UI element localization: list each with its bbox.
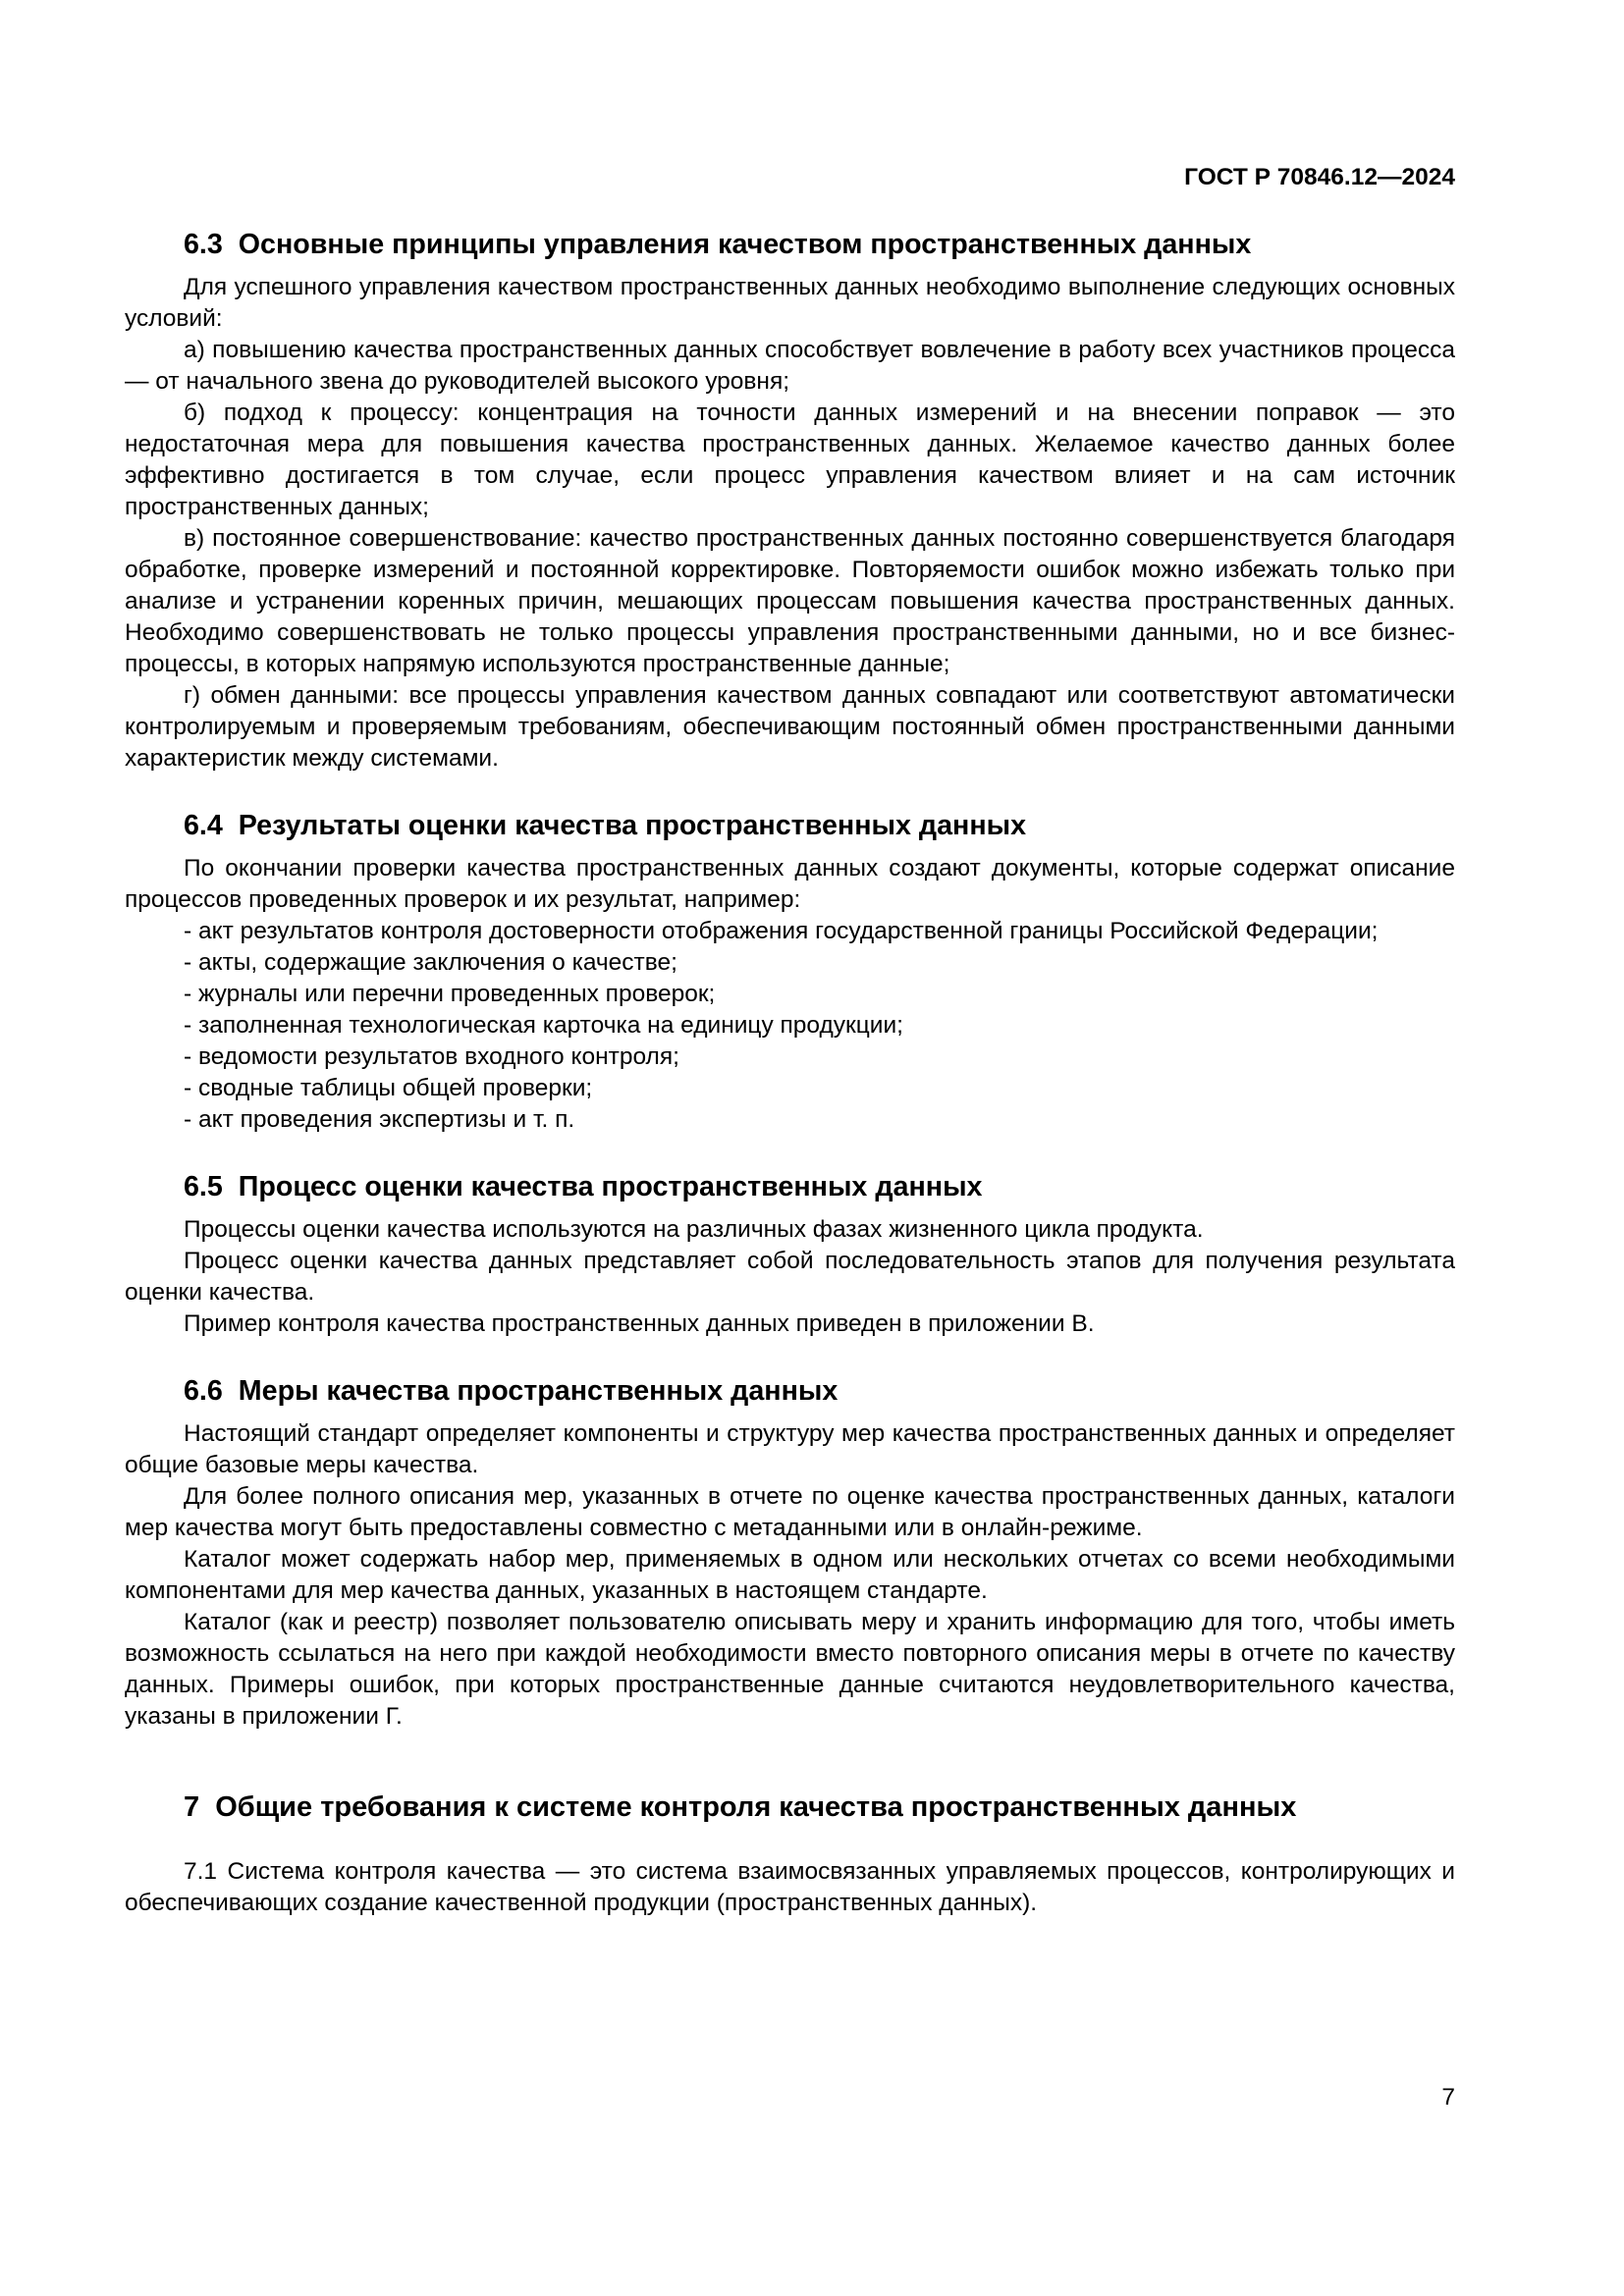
paragraph: Пример контроля качества пространственных данных приведен в приложении В. [184, 1310, 1095, 1337]
paragraph: Настоящий стандарт определяет компоненты и структуру мер качества пространственных данных и определяет общие базовые меры качества. [125, 1420, 1455, 1478]
section-6-5 [125, 1171, 1455, 1340]
paragraph: а) повышению качества пространственных данных способствует вовлечение в работу всех участников процесса — от начального звена до руководителей высокого уровня; [125, 337, 1455, 395]
section-6-6 [125, 1375, 1455, 1733]
paragraph: Каталог (как и реестр) позволяет пользователю описывать меру и хранить информацию для того, чтобы иметь возможность ссылаться на него при каждой необходимости вместо повторного описания меры в отчете по качеству данных. Примеры ошибок, при которых пространственные данные считаются неудовлетворительного качества, указаны в приложении Г. [125, 1609, 1455, 1730]
list-item: - акт проведения экспертизы и т. п. [184, 1106, 575, 1133]
paragraph: Для более полного описания мер, указанных в отчете по оценке качества пространственных данных, каталоги мер качества могут быть предоставлены совместно с метаданными или в онлайн-режиме. [125, 1483, 1455, 1541]
list-item: - сводные таблицы общей проверки; [184, 1075, 593, 1101]
list-item: - акт результатов контроля достоверности отображения государственной границы Российской Федерации; [184, 918, 1379, 944]
page-number: 7 [1441, 2084, 1455, 2110]
section-6-5-heading: 6.5 Процесс оценки качества пространственных данных [184, 1171, 983, 1202]
section-6-3 [125, 229, 1455, 774]
section-6-4 [125, 810, 1455, 1136]
list-item: - журналы или перечни проведенных проверок; [184, 981, 716, 1007]
list-item: - ведомости результатов входного контроля; [184, 1043, 679, 1070]
section-6-6-heading: 6.6 Меры качества пространственных данных [184, 1375, 839, 1407]
paragraph: 7.1 Система контроля качества — это система взаимосвязанных управляемых процессов, контролирующих и обеспечивающих создание качественной продукции (пространственных данных). [125, 1858, 1455, 1916]
list-item: - акты, содержащие заключения о качестве; [184, 949, 677, 976]
paragraph: г) обмен данными: все процессы управления качеством данных совпадают или соответствуют автоматически контролируемым и проверяемым требованиям, обеспечивающим постоянный обмен пространственными данными характеристик между системами. [125, 682, 1455, 772]
paragraph: Для успешного управления качеством пространственных данных необходимо выполнение следующих основных условий: [125, 274, 1455, 332]
section-6-4-heading: 6.4 Результаты оценки качества пространственных данных [184, 810, 1027, 841]
list-item: - заполненная технологическая карточка на единицу продукции; [184, 1012, 903, 1039]
doc-code-header: ГОСТ Р 70846.12—2024 [1184, 164, 1455, 190]
section-6-3-heading: 6.3 Основные принципы управления качеством пространственных данных [184, 229, 1252, 260]
paragraph: Каталог может содержать набор мер, применяемых в одном или нескольких отчетах со всеми необходимыми компонентами для мер качества данных, указанных в настоящем стандарте. [125, 1546, 1455, 1604]
paragraph: в) постоянное совершенствование: качество пространственных данных постоянно совершенствуется благодаря обработке, проверке измерений и постоянной корректировке. Повторяемости ошибок можно избежать только при анализе и устранении коренных причин, мешающих процессам повышения качества пространственных данных. Необходимо совершенствовать не только процессы управления пространственными данными, но и все бизнес-процессы, в которых напрямую используются пространственные данные; [125, 525, 1455, 677]
paragraph: б) подход к процессу: концентрация на точности данных измерений и на внесении поправок — это недостаточная мера для повышения качества пространственных данных. Желаемое качество данных более эффективно достигается в том случае, если процесс управления качеством влияет и на сам источник пространственных данных; [125, 400, 1455, 520]
section-7 [125, 1786, 1455, 1919]
paragraph: Процесс оценки качества данных представляет собой последовательность этапов для получения результата оценки качества. [125, 1248, 1455, 1306]
paragraph: Процессы оценки качества используются на различных фазах жизненного цикла продукта. [184, 1216, 1204, 1243]
paragraph: По окончании проверки качества пространственных данных создают документы, которые содержат описание процессов проведенных проверок и их результат, например: [125, 855, 1455, 913]
section-7-heading: 7 Общие требования к системе контроля качества пространственных данных [184, 1791, 1297, 1823]
